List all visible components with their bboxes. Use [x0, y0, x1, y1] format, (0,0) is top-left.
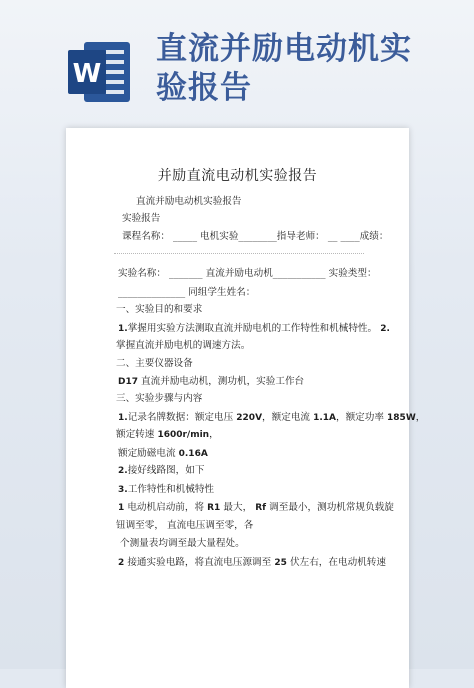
page-title-line-2: 验报告: [156, 70, 252, 106]
doc-line: 掌握直流并励电机的调速方法。: [116, 340, 251, 351]
doc-line: ______________ 同组学生姓名：: [118, 287, 256, 298]
doc-line: 直流并励电动机实验报告: [136, 196, 242, 207]
doc-line: 钮调至零， 直流电压调至零，各: [116, 520, 254, 531]
word-document-icon: [64, 36, 136, 108]
doc-line: 1.记录名牌数据：额定电压 220V，额定电流 1.1A，额定功率 185W，: [118, 412, 426, 423]
doc-line: 额定转速 1600r/min，: [116, 429, 219, 440]
doc-line: 2.接好线路图，如下: [118, 465, 205, 476]
doc-line: 3.工作特性和机械特性: [118, 484, 215, 495]
doc-line: D17 直流并励电动机，测功机，实验工作台: [118, 376, 305, 387]
doc-line: 1 电动机启动前，将 R1 最大， Rf 调至最小，测功机常规负载旋: [118, 502, 394, 513]
doc-line: 课程名称： _____ 电机实验________指导老师： __ ____成绩：: [122, 231, 389, 242]
section-heading: 三、实验步骤与内容: [116, 393, 203, 404]
document-title: 并励直流电动机实验报告: [157, 168, 318, 184]
doc-line: 额定励磁电流 0.16A: [118, 448, 208, 459]
page-title: [156, 30, 456, 108]
divider: [114, 253, 364, 254]
document-page: [66, 128, 426, 688]
doc-line: 实验名称： _______ 直流并励电动机___________ 实验类型：: [118, 268, 377, 279]
doc-line: 个测量表均调至最大量程处。: [120, 538, 245, 549]
section-heading: 二、主要仪器设备: [116, 358, 193, 369]
page-title-line-1: 直流并励电动机实: [156, 31, 412, 67]
doc-line: 1.掌握用实验方法测取直流并励电机的工作特性和机械特性。 2.: [118, 323, 390, 334]
doc-line: 2 接通实验电路，将直流电压源调至 25 伏左右，在电动机转速: [118, 557, 386, 568]
section-heading: 一、实验目的和要求: [116, 304, 203, 315]
doc-line: 实验报告: [122, 213, 161, 224]
svg-text:W: W: [72, 59, 102, 89]
